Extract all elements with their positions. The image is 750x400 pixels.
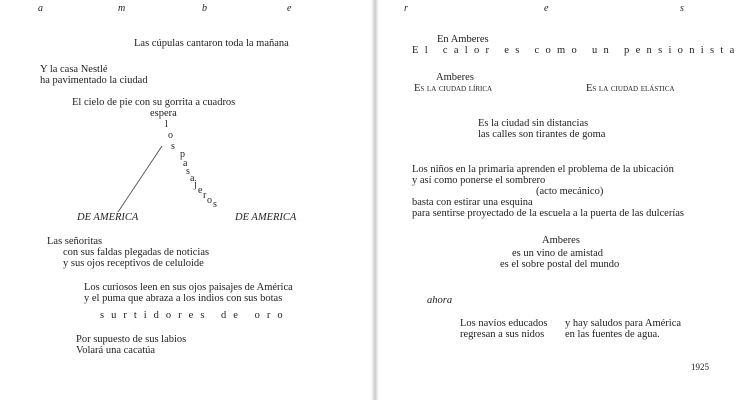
- diagonal-letter: l: [165, 119, 168, 130]
- diagonal-letter: s: [186, 166, 190, 177]
- diagonal-letter: o: [207, 195, 212, 206]
- right-page: [378, 0, 750, 400]
- poem-line: Es la ciudad elástica: [586, 83, 675, 94]
- poem-line: Amberes: [436, 72, 474, 83]
- poem-line: con sus faldas plegadas de noticias: [63, 247, 210, 258]
- year-label: 1925: [691, 362, 709, 372]
- poem-line: Los navíos educados: [460, 318, 548, 329]
- poem-line: ha pavimentado la ciudad: [40, 75, 148, 86]
- header-letter: b: [202, 3, 207, 14]
- poem-line: para sentirse proyectado de la escuela a la puerta de las dulcerías: [412, 208, 684, 219]
- poem-line: El calor es como un pensionista: [412, 45, 741, 56]
- poem-line: Es la ciudad lírica: [414, 83, 493, 94]
- poem-line: Las cúpulas cantaron toda la mañana: [134, 38, 289, 49]
- poem-line: basta con estirar una esquina: [412, 197, 533, 208]
- poem-line: regresan a sus nidos: [460, 329, 545, 340]
- diagonal-letter: j: [194, 179, 197, 190]
- poem-line: y sus ojos receptivos de celuloide: [63, 258, 204, 269]
- poem-line: (acto mecánico): [536, 186, 604, 197]
- header-letter: e: [544, 3, 549, 14]
- poem-line: Es la ciudad sin distancias: [478, 118, 589, 129]
- left-page: [0, 0, 372, 400]
- diagonal-letter: s: [171, 141, 175, 152]
- poem-line: surtidores de oro: [100, 310, 290, 321]
- poem-line: en las fuentes de agua.: [565, 329, 660, 340]
- diagonal-letter: e: [198, 185, 203, 196]
- poem-line: DE AMERICA: [235, 212, 297, 223]
- diagonal-letter: p: [180, 149, 185, 160]
- poem-line: las calles son tirantes de goma: [478, 129, 606, 140]
- diagonal-letter: r: [203, 190, 207, 201]
- header-letter: e: [287, 3, 292, 14]
- poem-line: Amberes: [542, 235, 580, 246]
- poem-line: espera: [150, 108, 177, 119]
- header-letter: s: [680, 3, 684, 14]
- diagonal-letter: a: [183, 158, 188, 169]
- diagonal-letter: s: [213, 199, 217, 210]
- poem-line: Los niños en la primaria aprenden el problema de la ubicación: [412, 164, 674, 175]
- poem-line: El cielo de pie con su gorrita a cuadros: [72, 97, 236, 108]
- poem-line: DE AMERICA: [77, 212, 139, 223]
- poem-line: ahora: [427, 295, 453, 306]
- poem-line: Y la casa Nestlé: [40, 64, 108, 75]
- poem-line: En Amberes: [437, 34, 489, 45]
- poem-line: y así como ponerse el sombrero: [412, 175, 546, 186]
- poem-line: es el sobre postal del mundo: [500, 259, 620, 270]
- header-letter: m: [118, 3, 126, 14]
- header-letter: r: [404, 3, 408, 14]
- poem-line: y el puma que abraza a los indios con sus botas: [84, 293, 283, 304]
- poem-line: Volará una cacatúa: [76, 345, 156, 356]
- diagonal-letter: o: [168, 130, 173, 141]
- poem-line: y hay saludos para América: [565, 318, 682, 329]
- poem-line: Por supuesto de sus labios: [76, 334, 187, 345]
- header-letter: a: [38, 3, 43, 14]
- poem-line: Los curiosos leen en sus ojos paisajes de América: [84, 282, 293, 293]
- diagonal-letter: a: [190, 173, 195, 184]
- poem-line: es un vino de amistad: [512, 248, 603, 259]
- poem-line: Las señoritas: [47, 236, 103, 247]
